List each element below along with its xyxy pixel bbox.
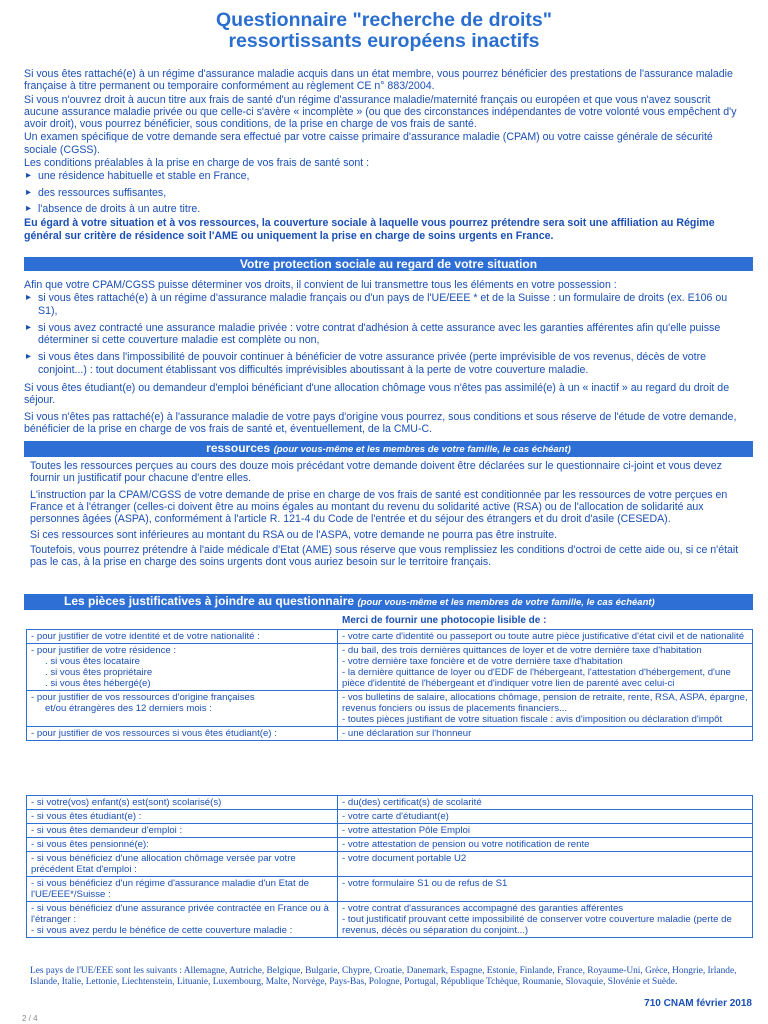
required-document-cell: [338, 902, 753, 938]
section-heading-documents: [24, 594, 753, 610]
situation-cell: [27, 877, 338, 902]
cell-line: - votre attestation de pension ou votre notification de rente: [342, 839, 590, 850]
documents-table-secondary: [26, 795, 753, 938]
documents-table-primary: [26, 629, 753, 741]
situation-cell: [27, 691, 338, 727]
table-row: [27, 796, 753, 810]
cell-line: - votre document portable U2: [342, 853, 467, 864]
cell-line: - une déclaration sur l'honneur: [342, 728, 472, 739]
intro-paragraph: Si vous êtes rattaché(e) à un régime d'assurance maladie acquis dans un état membre, vous pourrez bénéficier des prestations de l'assurance maladie française à titre permanent ou temporaire conformément au règlement CE n° 883/2004.: [24, 68, 733, 93]
condition-item: ▸ des ressources suffisantes,: [24, 187, 748, 199]
cell-line: - pour justifier de votre identité et de votre nationalité :: [31, 631, 260, 642]
table-row: [27, 630, 753, 644]
cell-line: - votre carte d'étudiant(e): [342, 811, 449, 822]
resources-section: [30, 460, 748, 569]
section-heading-text: ressources: [206, 441, 271, 455]
cell-line: - si vous bénéficiez d'un régime d'assurance maladie d'un Etat de l'UE/EEE*/Suisse :: [31, 878, 310, 900]
cell-line: - si votre(vos) enfant(s) est(sont) scolarisé(s): [31, 797, 222, 808]
required-document-cell: [338, 727, 753, 741]
protection-intro: Afin que votre CPAM/CGSS puisse déterminer vos droits, il convient de lui transmettre tous les éléments en votre possession :: [24, 279, 617, 291]
table-row: [27, 838, 753, 852]
situation-cell: [27, 902, 338, 938]
intro-paragraph: Si vous n'ouvrez droit à aucun titre aux frais de santé d'un régime d'assurance maladie/maternité français ou européen et que vous n'avez souscrit aucune assurance maladie privée ou que celle-ci s'avère « incomplète » (ou que des circonstances indépendantes de votre volonté vous empêchent d'y avoir droit), vous pourrez bénéficier, sous conditions, de la prise en charge de vos frais de santé.: [24, 93, 737, 131]
situation-cell: [27, 838, 338, 852]
table-row: [27, 852, 753, 877]
situation-cell: [27, 796, 338, 810]
required-document-cell: [338, 810, 753, 824]
cell-line: - si vous êtes demandeur d'emploi :: [31, 825, 183, 836]
cell-line: - pour justifier de vos ressources si vous êtes étudiant(e) :: [31, 728, 277, 739]
cell-line: - votre formulaire S1 ou de refus de S1: [342, 878, 508, 889]
cell-line: - si vous avez perdu le bénéfice de cette couverture maladie :: [31, 925, 293, 936]
situation-cell: [27, 852, 338, 877]
section-heading-resources: [24, 441, 753, 457]
cell-line: - si vous êtes étudiant(e) :: [31, 811, 142, 822]
required-document-cell: [338, 796, 753, 810]
cell-line: - tout justificatif prouvant cette impossibilité de conserver votre couverture maladie (perte de revenus, décès ou séparation du conjoint...): [342, 914, 732, 936]
cell-line: - si vous êtes pensionné(e):: [31, 839, 149, 850]
cell-line: - si vous bénéficiez d'une assurance privée contractée en France ou à l'étranger :: [31, 903, 329, 925]
required-document-cell: [338, 824, 753, 838]
required-document-cell: [338, 877, 753, 902]
cell-line: - du bail, des trois dernières quittances de loyer et de votre dernière taxe d'habitation: [342, 645, 702, 656]
table-row: [27, 644, 753, 691]
cell-line: et/ou étrangères des 12 derniers mois :: [45, 703, 212, 714]
title-line-2: ressortissants européens inactifs: [228, 30, 540, 52]
cell-line: - votre contrat d'assurances accompagné des garanties afférentes: [342, 903, 624, 914]
photocopy-note: Merci de fournir une photocopie lisible de :: [342, 615, 547, 626]
table-row: [27, 810, 753, 824]
cell-line: - votre dernière taxe foncière et de votre dernière taxe d'habitation: [342, 656, 623, 667]
resources-paragraph: Toutefois, vous pourrez prétendre à l'aide médicale d'Etat (AME) sous réserve que vous remplissiez les conditions d'octroi de cette aide ou, si ce n'était pas le cas, à la prise en charge des soins urgents dont vous auriez besoin sur le territoire français.: [30, 543, 739, 569]
page-title: [0, 10, 768, 52]
situation-cell: [27, 727, 338, 741]
resources-paragraph: L'instruction par la CPAM/CGSS de votre demande de prise en charge de vos frais de santé est conditionnée par les ressources de votre perçues en France et à l'étranger (celles-ci doivent être au moins égales au montant du revenu du solidarité active (RSA) ou de l'allocation de solidarité aux personnes âgées (ASPA), conformément à l'article R. 121-4 du Code de l'entrée et du séjour des étrangers et du droit d'asile (CESEDA).: [30, 488, 728, 526]
intro-section: [24, 68, 748, 243]
page-number: 2 / 4: [22, 1014, 38, 1023]
document-item: ▸ si vous êtes dans l'impossibilité de pouvoir continuer à bénéficier de votre assurance privée (perte imprévisible de vos revenus, décès de votre conjoint...) : tout document établissant vos difficultés imprévisibles aboutissant à la perte de votre couverture maladie.: [24, 351, 748, 376]
title-line-1: Questionnaire "recherche de droits": [215, 9, 552, 31]
eu-countries-footnote: Les pays de l'UE/EEE sont les suivants : Allemagne, Autriche, Belgique, Bulgarie, Chypre, Croatie, Danemark, Espagne, Estonie, Finlande, France, Royaume-Uni, Grèce, Hongrie, Irlande, Islande, Italie, Lettonie, Liechtenstein, Lituanie, Luxembourg, Malte, Norvège, Pays-Bas, Pologne, Portugal, République Tchèque, Roumanie, Slovaquie, Slovénie et Suède.: [30, 966, 737, 987]
table-row: [27, 824, 753, 838]
cell-line: - pour justifier de votre résidence :: [31, 645, 177, 656]
protection-section: [24, 279, 748, 436]
protection-paragraph: Si vous n'êtes pas rattaché(e) à l'assurance maladie de votre pays d'origine vous pourrez, sous conditions et sous réserve de l'étude de votre demande, bénéficier de la prise en charge de vos frais de santé et, éventuellement, de la CMU-C.: [24, 410, 737, 435]
required-document-cell: [338, 630, 753, 644]
resources-paragraph: Toutes les ressources perçues au cours des douze mois précédant votre demande doivent être déclarées sur le questionnaire ci-joint et vous devez fournir un justificatif pour chacune d'entre elles.: [30, 460, 722, 485]
coverage-statement: Eu égard à votre situation et à vos ressources, la couverture sociale à laquelle vous pourrez prétendre sera soit une affiliation au Régime général sur critère de résidence soit l'AME ou uniquement la prise en charge de soins urgents en France.: [24, 217, 715, 242]
cell-line: - vos bulletins de salaire, allocations chômage, pension de retraite, rente, RSA, ASPA, épargne, revenus fonciers ou issus de placements financiers...: [342, 692, 748, 714]
required-document-cell: [338, 852, 753, 877]
section-heading-text: Les pièces justificatives à joindre au questionnaire: [64, 594, 355, 608]
condition-item: ▸ une résidence habituelle et stable en France,: [24, 170, 748, 182]
intro-paragraph: Un examen spécifique de votre demande sera effectué par votre caisse primaire d'assurance maladie (CPAM) ou votre caisse générale de sécurité sociale (CGSS).: [24, 131, 713, 156]
situation-cell: [27, 824, 338, 838]
table-row: [27, 902, 753, 938]
cell-line: - pour justifier de vos ressources d'origine françaises: [31, 692, 255, 703]
required-document-cell: [338, 644, 753, 691]
form-reference: 710 CNAM février 2018: [644, 998, 752, 1009]
resources-paragraph: Si ces ressources sont inférieures au montant du RSA ou de l'ASPA, votre demande ne pourra pas être instruite.: [30, 529, 558, 542]
cell-line: . si vous êtes locataire: [45, 656, 140, 667]
cell-line: - votre carte d'identité ou passeport ou toute autre pièce justificative d'état civil et de nationalité: [342, 631, 745, 642]
section-subheading: (pour vous-même et les membres de votre famille, le cas échéant): [357, 597, 655, 608]
required-document-cell: [338, 838, 753, 852]
document-item: ▸ si vous êtes rattaché(e) à un régime d'assurance maladie français ou d'un pays de l'UE/EEE * et de la Suisse : un formulaire de droits (ex. E106 ou S1),: [24, 292, 748, 317]
cell-line: . si vous êtes hébergé(e): [45, 678, 151, 689]
table-row: [27, 727, 753, 741]
table-row: [27, 877, 753, 902]
cell-line: - votre attestation Pôle Emploi: [342, 825, 470, 836]
intro-paragraph: Les conditions préalables à la prise en charge de vos frais de santé sont :: [24, 157, 370, 170]
situation-cell: [27, 630, 338, 644]
cell-line: - la dernière quittance de loyer ou d'EDF de l'hébergeant, l'attestation d'hébergement, d'une pièce d'identité de l'hébergeant et d'indiquer votre lien de parenté avec celui-ci: [342, 667, 731, 689]
table-row: [27, 691, 753, 727]
required-document-cell: [338, 691, 753, 727]
protection-paragraph: Si vous êtes étudiant(e) ou demandeur d'emploi bénéficiant d'une allocation chômage vous n'êtes pas assimilé(e) à un « inactif » au regard du droit de séjour.: [24, 382, 730, 407]
situation-cell: [27, 644, 338, 691]
cell-line: - toutes pièces justifiant de votre situation fiscale : avis d'imposition ou déclaration d'impôt: [342, 714, 723, 725]
section-heading-text: Votre protection sociale au regard de votre situation: [239, 257, 538, 271]
situation-cell: [27, 810, 338, 824]
document-item: ▸ si vous avez contracté une assurance maladie privée : votre contrat d'adhésion à cette assurance avec les garanties afférentes afin qu'elle puisse déterminer si cette couverture maladie est complète ou non,: [24, 322, 748, 347]
condition-item: ▸ l'absence de droits à un autre titre.: [24, 203, 748, 215]
cell-line: . si vous êtes propriétaire: [45, 667, 153, 678]
cell-line: - si vous bénéficiez d'une allocation chômage versée par votre précédent Etat d'emploi :: [31, 853, 296, 875]
section-heading-protection: [24, 257, 753, 271]
section-subheading: (pour vous-même et les membres de votre famille, le cas échéant): [273, 444, 571, 455]
cell-line: - du(des) certificat(s) de scolarité: [342, 797, 482, 808]
